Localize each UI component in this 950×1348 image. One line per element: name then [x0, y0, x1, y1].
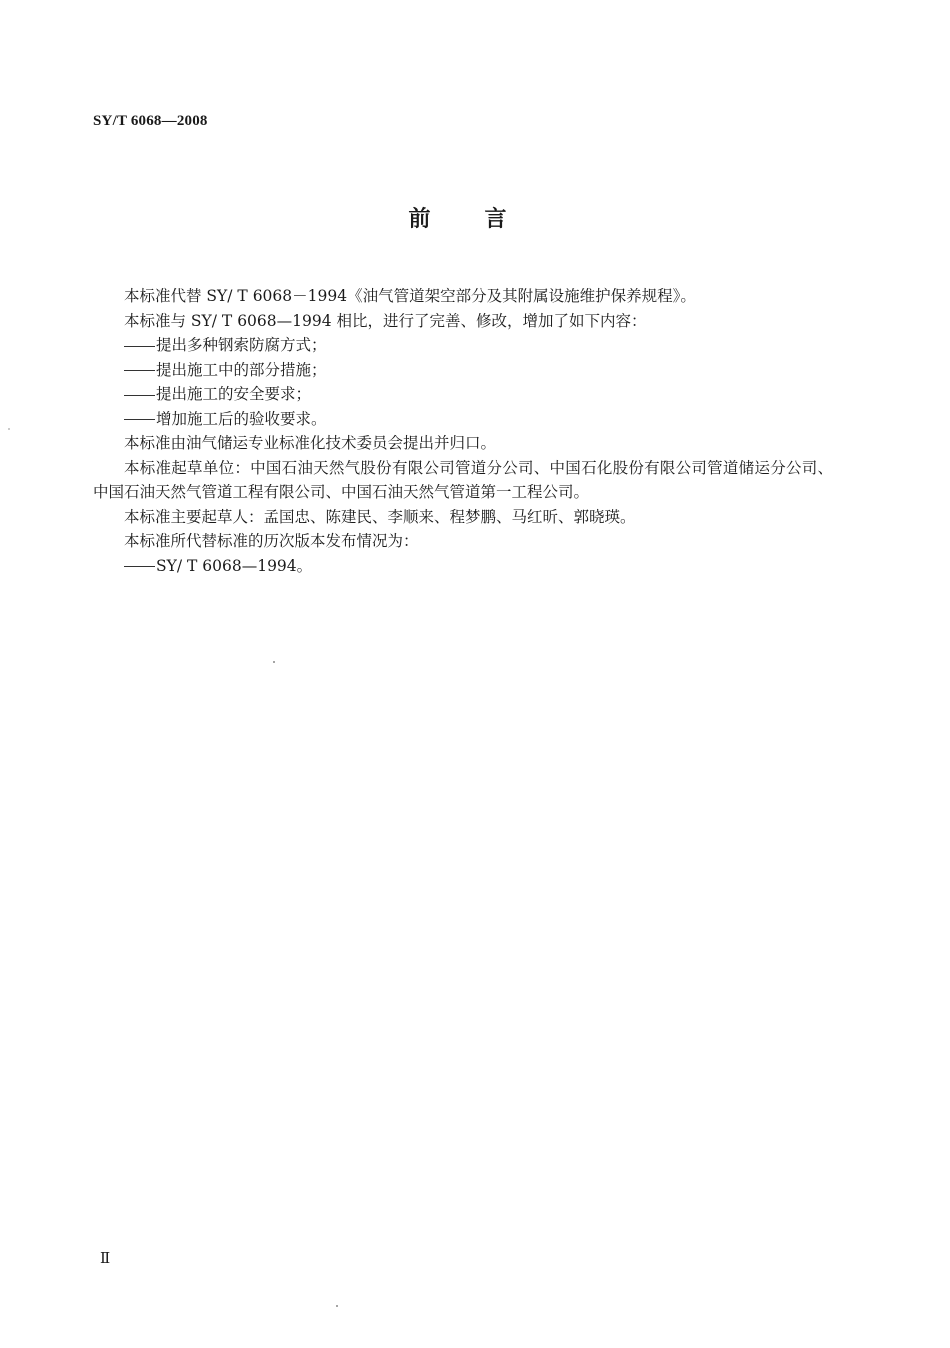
paragraph-drafters: 本标准主要起草人：孟国忠、陈建民、李顺来、程梦鹏、马红昕、郭晓瑛。 [124, 507, 636, 526]
paragraph-proposer: 本标准由油气储运专业标准化技术委员会提出并归口。 [124, 434, 497, 452]
list-item-text: 提出施工中的部分措施； [156, 360, 327, 379]
dash-mark [124, 395, 155, 396]
paragraph-replacement: 本标准代替 SY/ T 6068－1994《油气管道架空部分及其附属设施维护保养规程》。 [124, 287, 696, 305]
dash-mark [124, 370, 155, 371]
list-item [93, 382, 833, 407]
dash-mark [124, 566, 155, 567]
foreword-body [93, 284, 833, 578]
page-number: Ⅱ [100, 1251, 111, 1267]
scan-speck [336, 1305, 338, 1307]
standard-code: SY/T 6068—2008 [93, 113, 208, 129]
list-item [93, 333, 833, 358]
history-item [93, 554, 833, 579]
history-item-text: SY/ T 6068—1994。 [156, 556, 313, 575]
list-item-text: 增加施工后的验收要求。 [156, 409, 327, 428]
paragraph-changes-intro: 本标准与 SY/ T 6068—1994 相比，进行了完善、修改，增加了如下内容： [124, 311, 647, 330]
dash-mark [124, 346, 155, 347]
paragraph-drafting-units: 本标准起草单位：中国石油天然气股份有限公司管道分公司、中国石化股份有限公司管道储运分公司、中国石油天然气管道工程有限公司、中国石油天然气管道第一工程公司。 [93, 458, 833, 501]
list-item-text: 提出施工的安全要求； [156, 385, 312, 403]
paragraph-history-intro: 本标准所代替标准的历次版本发布情况为： [124, 532, 419, 550]
page-title: 前言 [408, 207, 561, 232]
list-item-text: 提出多种钢索防腐方式； [156, 336, 327, 354]
list-item [93, 358, 833, 383]
scan-speck [273, 661, 275, 663]
list-item [93, 407, 833, 432]
scan-speck [8, 428, 10, 430]
dash-mark [124, 419, 155, 420]
